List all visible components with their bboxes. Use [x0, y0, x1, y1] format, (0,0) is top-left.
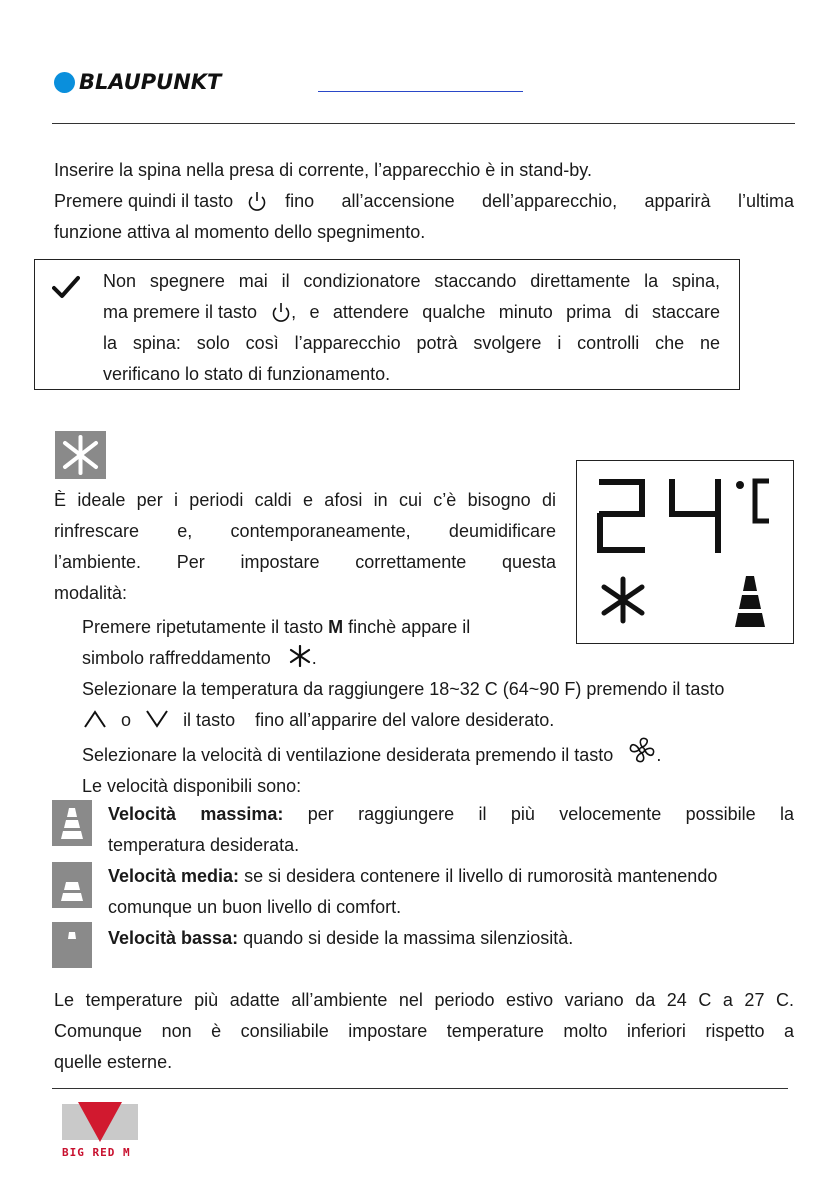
top-divider: [52, 123, 795, 124]
intro-text: fino all’accensione dell’apparecchio, apparirà l’ultima: [285, 191, 794, 211]
step-text: simbolo raffreddamento: [82, 648, 271, 668]
fan-speed-medium-icon: [52, 862, 92, 908]
note-line-4: verificano lo stato di funzionamento.: [103, 364, 391, 384]
intro-text: Premere quindi il tasto: [54, 191, 234, 211]
cooling-desc-line: modalità:: [54, 583, 128, 603]
checkmark-icon: [52, 275, 80, 299]
degree-symbol: [736, 481, 744, 489]
note-text: , e attendere qualche minuto prima di staccare: [291, 302, 720, 322]
power-icon: [271, 302, 291, 324]
fan-speed-low-icon: [52, 922, 92, 968]
intro-line-3: funzione attiva al momento dello spegnimento.: [54, 222, 426, 242]
note-line-3: la spina: solo così l’apparecchio potrà svolgere i controlli che ne: [103, 333, 720, 353]
closing-line-2: Comunque non è consiliabile impostare temperature molto inferiori rispetto a: [54, 1021, 794, 1041]
bottom-divider: [52, 1088, 788, 1089]
speed-max-text: [108, 799, 794, 861]
footer-logo: [60, 1100, 140, 1146]
step-text: il tasto fino all’apparire del valore desiderato.: [183, 710, 555, 730]
speed-mid-line: [108, 861, 794, 892]
intro-line-1: Inserire la spina nella presa di corrente, l’apparecchio è in stand-by.: [54, 160, 592, 180]
intro-line-2: [54, 186, 794, 217]
closing-line-3: quelle esterne.: [54, 1052, 173, 1072]
speed-title: Velocità bassa:: [108, 928, 239, 948]
speed-max-line: [108, 799, 794, 830]
speed-mid-line-2: comunque un buon livello di comfort.: [108, 897, 402, 917]
speed-low-line: [108, 923, 794, 954]
step-1: [82, 612, 794, 643]
cooling-mode-badge: [55, 431, 106, 479]
speed-low-text: [108, 923, 794, 954]
step-2-cont: [82, 705, 794, 736]
brand-name: BLAUPUNKT: [79, 70, 222, 94]
brand-logo-dot: [54, 72, 75, 93]
snowflake-icon: [288, 645, 312, 667]
step-2: Selezionare la temperatura da raggiungere 18~32 C (64~90 F) premendo il tasto: [82, 679, 725, 699]
speed-title: Velocità media:: [108, 866, 240, 886]
step-text: Premere ripetutamente il tasto: [82, 617, 324, 637]
fan-speed-high-icon: [52, 800, 92, 846]
step-1-cont: simbolo raffreddamento .: [82, 643, 794, 674]
step-text: Selezionare la velocità di ventilazione desiderata premendo il tasto: [82, 745, 614, 765]
celsius-symbol: [755, 481, 769, 521]
note-paragraph: [103, 266, 720, 390]
note-line-2: [103, 297, 720, 328]
step-text: finchè appare il: [348, 617, 471, 637]
speed-desc: se si desidera contenere il livello di rumorosità mantenendo: [244, 866, 718, 886]
speed-title: Velocità massima:: [108, 804, 284, 824]
speed-max-line-2: temperatura desiderata.: [108, 835, 300, 855]
step-4: Le velocità disponibili sono:: [82, 776, 302, 796]
step-3: Selezionare la velocità di ventilazione desiderata premendo il tasto .: [82, 736, 794, 771]
power-icon: [247, 191, 267, 213]
speed-mid-text: [108, 861, 794, 923]
speed-desc: per raggiungere il più velocemente possibile la: [307, 804, 794, 824]
footer-brand: BIG RED M: [62, 1146, 131, 1159]
intro-paragraph: [54, 155, 794, 248]
closing-line-1: Le temperature più adatte all’ambiente nel periodo estivo variano da 24 C a 27 C.: [54, 990, 794, 1010]
snowflake-icon: [55, 431, 106, 479]
cooling-steps: [82, 612, 794, 802]
cooling-description: [54, 485, 556, 609]
cooling-desc-line: l’ambiente. Per impostare correttamente questa: [54, 552, 556, 572]
step-text: o: [121, 710, 132, 730]
cooling-desc-line: È ideale per i periodi caldi e afosi in cui c’è bisogno di: [54, 490, 556, 510]
brand-logo: [54, 70, 221, 94]
mode-key-label: M: [328, 617, 344, 637]
speed-desc: quando si deside la massima silenziosità.: [243, 928, 574, 948]
fan-icon: [628, 736, 656, 764]
temperature-digits: [597, 479, 721, 553]
arrow-up-icon: [82, 709, 108, 729]
arrow-down-icon: [144, 709, 170, 729]
closing-paragraph: [54, 985, 794, 1078]
note-text: ma premere il tasto: [103, 302, 258, 322]
header-link-line: [318, 91, 523, 92]
cooling-desc-line: rinfrescare e, contemporaneamente, deumidificare: [54, 521, 556, 541]
speed-max-badge: [52, 800, 92, 846]
note-line-1: Non spegnere mai il condizionatore staccando direttamente la spina,: [103, 271, 720, 291]
speed-low-badge: [52, 922, 92, 968]
speed-mid-badge: [52, 862, 92, 908]
